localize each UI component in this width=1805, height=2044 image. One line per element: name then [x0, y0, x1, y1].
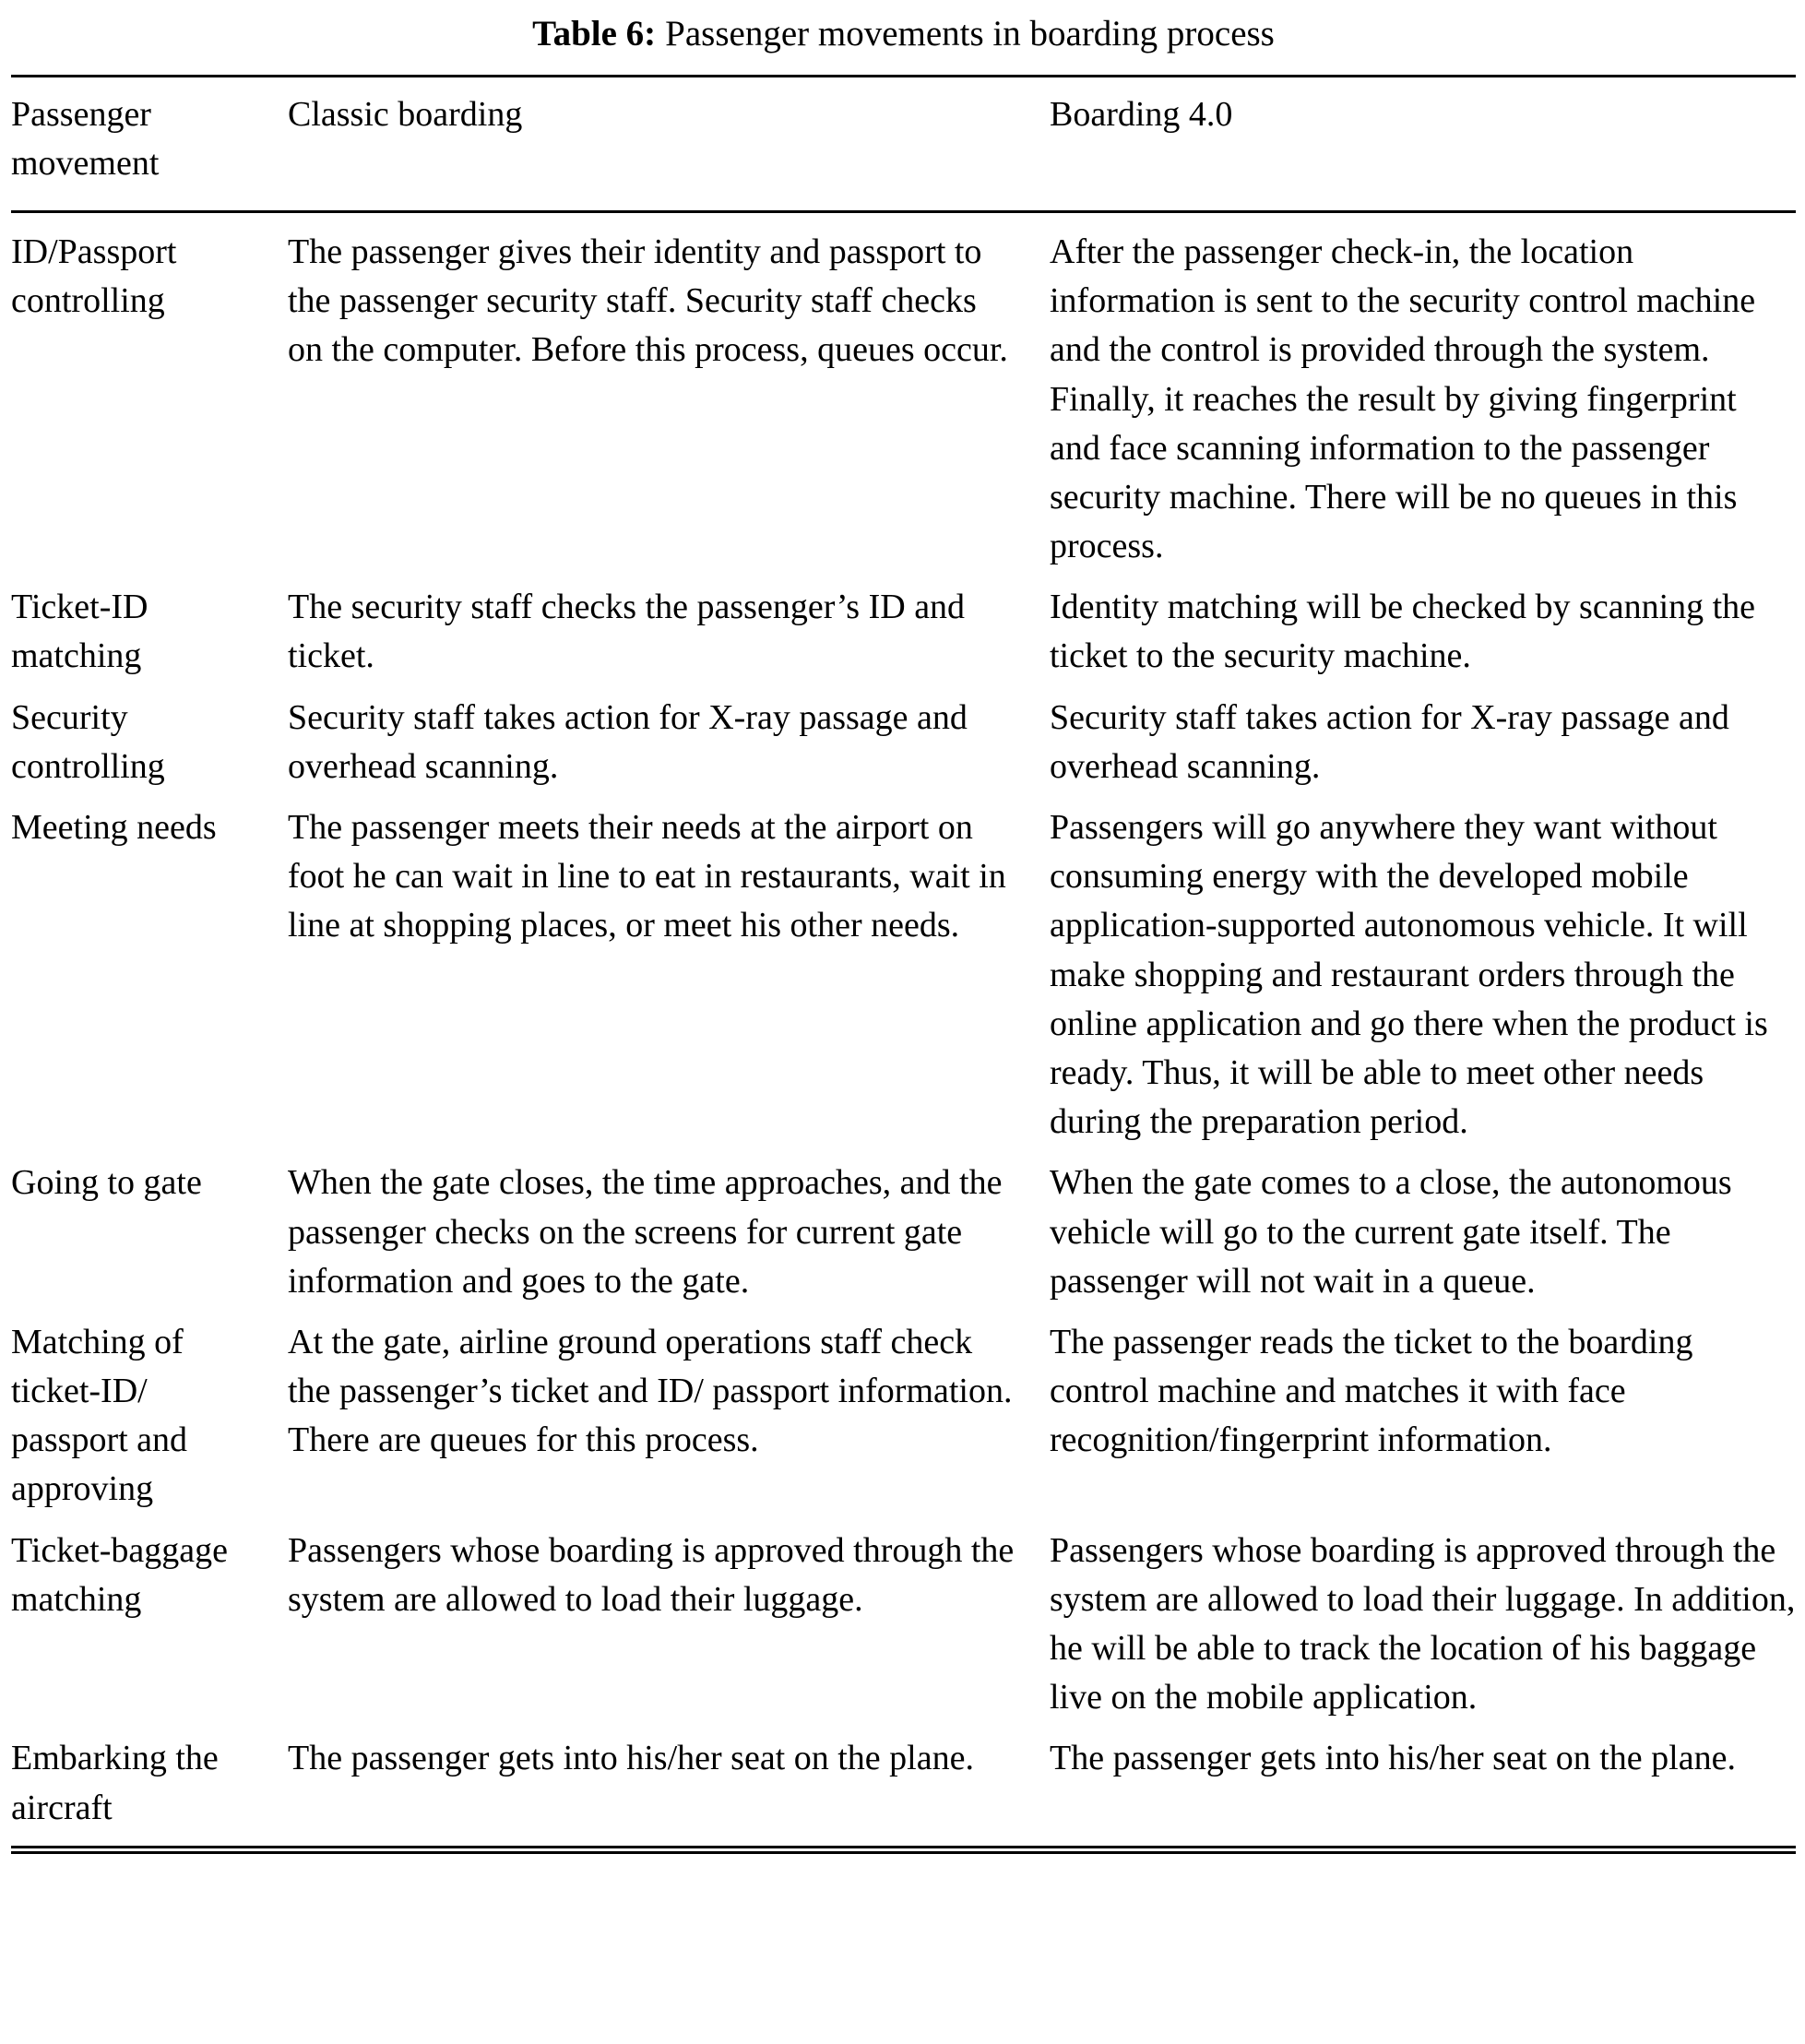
- cell-boarding40: When the gate comes to a close, the autonomous vehicle will go to the current gate itself. The passenger will not wait in a queue.: [1050, 1163, 1732, 1301]
- cell-boarding40: Identity matching will be checked by scanning the ticket to the security machine.: [1050, 588, 1756, 676]
- cell-classic: Passengers whose boarding is approved through the system are allowed to load their luggage.: [288, 1530, 1015, 1619]
- cell-boarding40: Passengers will go anywhere they want without consuming energy with the developed mobile application-supported autonomous vehicle. It will make shopping and restaurant orders through the online application and go there when the product is ready. Thus, it will be able to meet other needs during the preparation period.: [1050, 808, 1768, 1142]
- cell-boarding40: After the passenger check-in, the location information is sent to the security control machine and the control is provided through the system. Finally, it reaches the result by giving fingerprint and face scanning information to the passenger security machine. There will be no queues in this process.: [1050, 232, 1756, 566]
- cell-classic: The passenger meets their needs at the airport on foot he can wait in line to eat in restaurants, wait in line at shopping places, or meet his other needs.: [288, 808, 1006, 945]
- col-header-classic-boarding: Classic boarding: [288, 76, 1050, 211]
- cell-boarding40: Security staff takes action for X-ray passage and overhead scanning.: [1050, 697, 1729, 786]
- cell-classic: The passenger gives their identity and passport to the passenger security staff. Security staff checks on the computer. Before this process, queues occur.: [288, 232, 1008, 370]
- cell-boarding40: Passengers whose boarding is approved through the system are allowed to load their luggage. In addition, he will be able to track the location of his baggage live on the mobile application.: [1050, 1530, 1796, 1717]
- table-row-meeting-needs: [11, 798, 1796, 1153]
- table-header: [11, 76, 1796, 211]
- table-caption-label: Table 6:: [532, 14, 657, 53]
- cell-movement: Ticket-ID matching: [11, 588, 148, 676]
- cell-movement: ID/Passport controlling: [11, 232, 177, 321]
- table-row-ticket-baggage-matching: [11, 1521, 1796, 1729]
- cell-boarding40: The passenger gets into his/her seat on the plane.: [1050, 1739, 1736, 1778]
- header-row: [11, 76, 1796, 211]
- col-header-passenger-movement: Passenger movement: [11, 76, 288, 211]
- boarding-process-table: [11, 75, 1796, 1854]
- table-body: [11, 211, 1796, 1849]
- table-row-ticket-id-matching: [11, 577, 1796, 687]
- table-row-embarking-the-aircraft: [11, 1729, 1796, 1849]
- cell-movement: Matching of ticket-ID/ passport and approving: [11, 1322, 188, 1509]
- cell-movement: Going to gate: [11, 1163, 202, 1203]
- table-caption: [11, 9, 1796, 60]
- cell-classic: When the gate closes, the time approaches, and the passenger checks on the screens for current gate information and goes to the gate.: [288, 1163, 1003, 1301]
- cell-movement: Ticket-baggage matching: [11, 1530, 228, 1619]
- cell-classic: At the gate, airline ground operations staff check the passenger’s ticket and ID/ passport information. There are queues for this process.: [288, 1322, 1013, 1460]
- table-row-id-passport-controlling: [11, 211, 1796, 577]
- table-row-matching-ticket-id-passport: [11, 1313, 1796, 1521]
- table-caption-text: Passenger movements in boarding process: [665, 14, 1275, 53]
- cell-boarding40: The passenger reads the ticket to the boarding control machine and matches it with face recognition/fingerprint information.: [1050, 1322, 1693, 1460]
- cell-movement: Security controlling: [11, 697, 165, 786]
- col-header-boarding-4-0: Boarding 4.0: [1050, 76, 1796, 211]
- cell-movement: Embarking the aircraft: [11, 1739, 219, 1827]
- cell-movement: Meeting needs: [11, 808, 217, 848]
- cell-classic: The passenger gets into his/her seat on the plane.: [288, 1739, 974, 1778]
- cell-classic: The security staff checks the passenger’s ID and ticket.: [288, 588, 966, 676]
- table-row-security-controlling: [11, 688, 1796, 798]
- table-row-going-to-gate: [11, 1153, 1796, 1313]
- cell-classic: Security staff takes action for X-ray passage and overhead scanning.: [288, 697, 968, 786]
